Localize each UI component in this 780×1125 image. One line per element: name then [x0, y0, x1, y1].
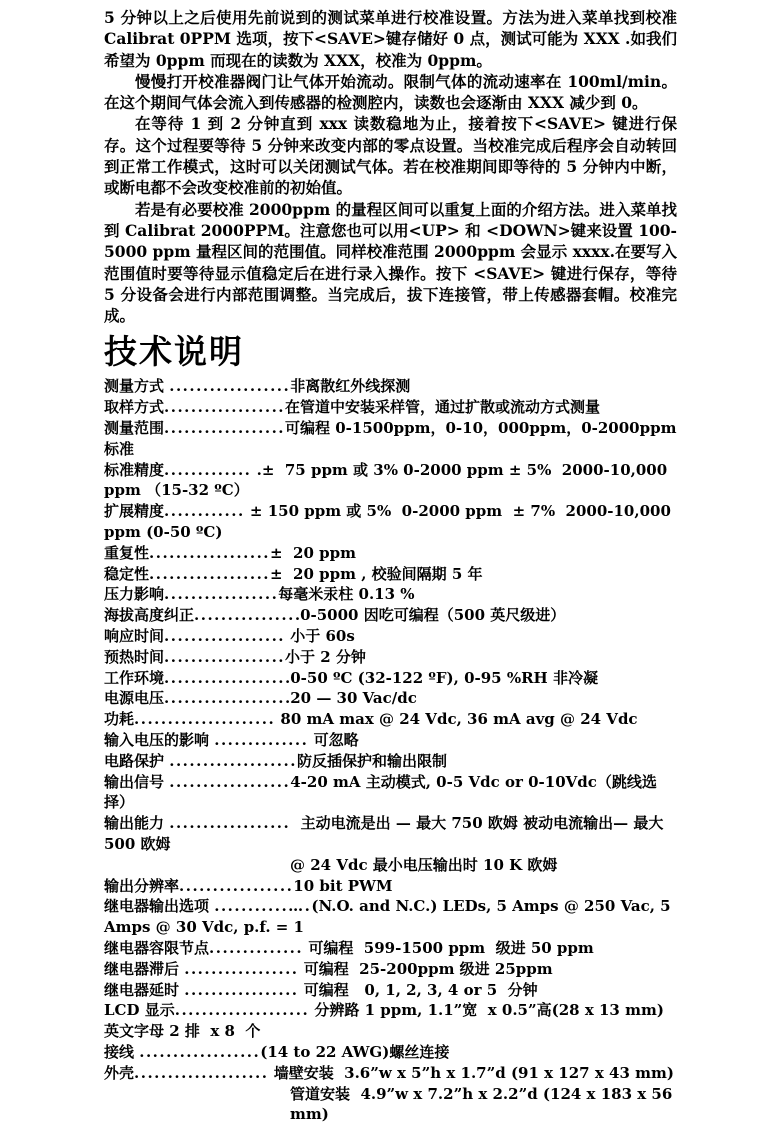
spec-label: LCD 显示: [104, 1001, 175, 1020]
spec-leader: ..................: [169, 772, 291, 791]
spec-line: [104, 751, 677, 772]
spec-label: 稳定性: [104, 564, 150, 583]
spec-line: [104, 668, 677, 689]
spec-leader: .................: [184, 959, 299, 978]
spec-line: [104, 813, 677, 855]
spec-leader: ..................: [164, 627, 286, 646]
spec-line: [104, 626, 677, 647]
spec-label: 外壳: [104, 1063, 135, 1082]
paragraph: 在等待 1 到 2 分钟直到 xxx 读数稳地为止，接着按下<SAVE> 键进行保存。这个过程要等待 5 分钟来改变内部的零点设置。当校准完成后程序会自动转回到正常工作模式，这时可以关闭测试气体。若在校准期间即等待的 5 分钟内中断，或断电都不会改变校准前的初始值。: [104, 114, 677, 198]
spec-value: ± 150 ppm 或 5% 0-2000 ppm ± 7% 2000-10,000 ppm (0-50 ºC): [104, 502, 677, 542]
spec-value: 10 bit PWM: [293, 876, 393, 895]
spec-label: 重复性: [104, 543, 150, 562]
spec-label: 继电器滞后: [104, 959, 185, 978]
spec-line: [104, 855, 677, 876]
spec-leader: ..............: [209, 938, 304, 957]
spec-value: .± 75 ppm 或 3% 0-2000 ppm ± 5% 2000-10,000 ppm （15-32 ºC）: [104, 460, 673, 500]
spec-label: 输出能力: [104, 814, 170, 833]
spec-value: 小于 2 分钟: [285, 647, 366, 666]
spec-value: .20 — 30 Vac/dc: [285, 689, 417, 708]
spec-label: 继电器延时: [104, 980, 185, 999]
spec-value: 管道安装 4.9”w x 7.2”h x 2.2”d (124 x 183 x 56 mm): [290, 1084, 678, 1124]
spec-line: [104, 730, 677, 751]
spec-value: .0-50 ºC (32-122 ºF), 0-95 %RH 非冷凝: [285, 668, 598, 687]
spec-value: 可编程 0-1500ppm，0-10，000ppm，0-2000ppm 标准: [104, 419, 682, 458]
spec-leader: .....................: [134, 710, 276, 729]
spec-line: [104, 543, 677, 564]
spec-label: 扩展精度: [104, 502, 165, 521]
spec-label: 输入电压的影响: [104, 731, 215, 749]
spec-leader: .................: [164, 585, 279, 604]
spec-label: 预热时间: [104, 647, 165, 666]
spec-line: [104, 584, 677, 605]
spec-line: [104, 397, 677, 418]
spec-value: @ 24 Vdc 最小电压输出时 10 K 欧姆: [290, 855, 558, 874]
spec-label: 继电器容限节点: [104, 938, 210, 957]
paragraph: 慢慢打开校准器阀门让气体开始流动。限制气体的流动速率在 100ml/min。在这个期间气体会流入到传感器的检测腔内，读数也会逐渐由 XXX 减少到 0。: [104, 71, 677, 113]
spec-label: 响应时间: [104, 627, 165, 646]
spec-value: 4-20 mA 主动模式, 0-5 Vdc or 0-10Vdc（跳线选择）: [104, 772, 657, 812]
spec-label: 标准精度: [104, 460, 165, 479]
spec-value: 在管道中安装采样管，通过扩散或流动方式测量: [285, 398, 601, 417]
spec-leader: ..................: [164, 668, 286, 687]
spec-value: 防反插保护和输出限制: [296, 751, 447, 770]
spec-value: 墙壁安装 3.6”w x 5”h x 1.7”d (91 x 127 x 43 mm): [268, 1063, 674, 1082]
spec-leader: .............: [164, 460, 252, 479]
spec-line: [104, 980, 677, 1001]
spec-value: (N.O. and N.C.) LEDs, 5 Amps @ 250 Vac, 5 Amps @ 30 Vdc, p.f. = 1: [104, 897, 676, 937]
spec-leader: .................: [179, 876, 294, 895]
spec-value: 80 mA max @ 24 Vdc, 36 mA avg @ 24 Vdc: [275, 710, 638, 729]
spec-value: (14 to 22 AWG)螺丝连接: [260, 1042, 450, 1061]
spec-value: 非离散红外线探测: [290, 377, 411, 396]
spec-leader: ....................: [134, 1063, 269, 1082]
spec-line: [104, 501, 677, 543]
spec-leader: ...............: [194, 606, 295, 625]
spec-leader: ..............: [214, 731, 309, 749]
spec-value: 可编程 599-1500 ppm 级进 50 ppm: [303, 938, 594, 957]
spec-label: 测量方式: [104, 377, 170, 396]
spec-label: 功耗: [104, 710, 135, 729]
spec-label: 接线: [104, 1042, 140, 1061]
paragraph: 5 分钟以上之后使用先前说到的测试菜单进行校准设置。方法为进入菜单找到校准 Calibrat 0PPM 选项，按下<SAVE>键存储好 0 点，测试可能为 XXX .如我们希望为 0ppm 而现在的读数为 XXX，校准为 0ppm。: [104, 8, 677, 70]
spec-leader: ..................: [139, 1042, 261, 1061]
spec-line: [104, 876, 677, 897]
spec-line: [104, 647, 677, 668]
spec-leader: ..................: [164, 647, 286, 666]
spec-line: [104, 1042, 677, 1063]
spec-list: [104, 376, 682, 1125]
spec-label: 压力影响: [104, 585, 165, 604]
spec-line: [104, 605, 677, 626]
spec-leader: ...........….: [214, 897, 312, 916]
spec-line: [104, 772, 677, 814]
spec-value: ± 20 ppm , 校验间隔期 5 年: [270, 564, 483, 583]
spec-label: 输出分辨率: [104, 876, 180, 895]
spec-line: [104, 959, 677, 980]
spec-line: [104, 1000, 677, 1042]
spec-line: [104, 460, 677, 502]
spec-value: 分辨路 1 ppm, 1.1”宽 x 0.5”高(28 x 13 mm) 英文字母 2 排 x 8 个: [104, 1001, 675, 1041]
spec-leader: ....................: [174, 1001, 310, 1020]
spec-leader: ..................: [164, 398, 286, 417]
spec-label: 电路保护: [104, 751, 170, 770]
spec-label: 输出信号: [104, 772, 170, 791]
spec-leader: ..................: [149, 543, 271, 562]
spec-leader: ............: [164, 502, 245, 521]
spec-leader: ...................: [169, 751, 297, 770]
spec-leader: ..................: [149, 564, 271, 583]
spec-label: 测量范围: [104, 419, 165, 438]
spec-leader: ..................: [164, 689, 286, 708]
section-heading: 技术说明: [104, 332, 244, 372]
spec-line: [104, 1084, 677, 1125]
spec-value: ± 20 ppm: [270, 543, 356, 562]
spec-line: [104, 418, 682, 460]
spec-line: [104, 688, 677, 709]
spec-line: [104, 938, 677, 959]
paragraph: 若是有必要校准 2000ppm 的量程区间可以重复上面的介绍方法。进入菜单找到 Calibrat 2000PPM。注意您也可以用<UP> 和 <DOWN>键来设置 100-5000 ppm 量程区间的范围值。同样校准范围 2000ppm 会显示 xxxx.在要写入范围值时要等待显示值稳定后在进行录入操作。按下 <SAVE> 键进行保存，等待 5 分设备会进行内部范围调整。当完成后，拔下连接管，带上传感器套帽。校准完成。: [104, 199, 677, 326]
spec-value: 每毫米汞柱 0.13 %: [278, 585, 415, 604]
spec-value: .0-5000 因吃可编程（500 英尺级进）: [294, 606, 566, 625]
spec-line: [104, 376, 677, 397]
spec-value: 可忽略: [308, 731, 359, 749]
spec-line: [104, 709, 677, 730]
spec-label: 取样方式: [104, 398, 165, 417]
spec-label: 海拔高度纠正: [104, 606, 195, 625]
spec-leader: .................: [184, 980, 299, 999]
spec-value: 可编程 25-200ppm 级进 25ppm: [298, 959, 553, 978]
spec-value: 主动电流是出 — 最大 750 欧姆 被动电流输出— 最大 500 欧姆: [104, 814, 669, 853]
spec-leader: ..................: [169, 377, 291, 396]
calibration-paragraphs: [104, 7, 677, 326]
spec-label: 电源电压: [104, 689, 165, 708]
spec-value: 可编程 0, 1, 2, 3, 4 or 5 分钟: [298, 980, 538, 999]
spec-label: 继电器输出选项: [104, 897, 215, 916]
spec-label: 工作环境: [104, 668, 165, 687]
spec-line: [104, 896, 677, 938]
spec-value: 小于 60s: [285, 627, 355, 646]
spec-line: [104, 1063, 677, 1084]
spec-leader: ..................: [164, 419, 286, 438]
spec-line: [104, 564, 677, 585]
spec-leader: ..................: [169, 814, 291, 833]
